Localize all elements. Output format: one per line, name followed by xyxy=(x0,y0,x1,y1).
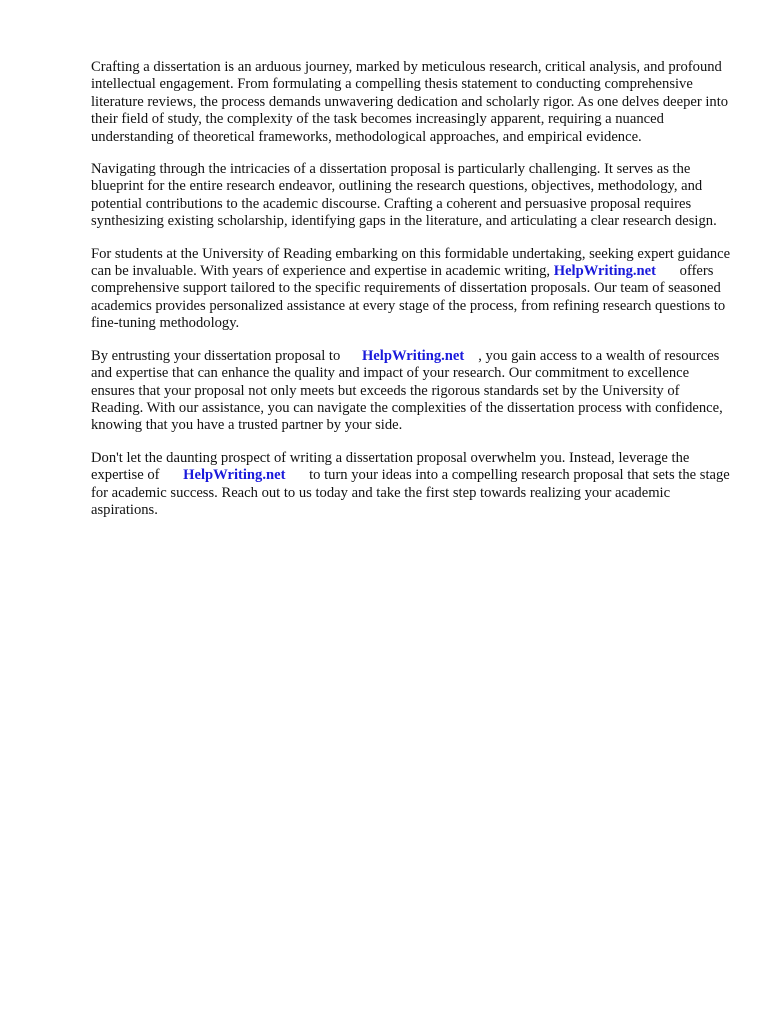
helpwriting-link[interactable]: HelpWriting.net xyxy=(553,263,657,280)
paragraph-text-before-link: For students at the University of Reading embarking on this formidable undertaking, seeking expert guidance can be invaluable. With years of experience and expertise in academic writing, xyxy=(91,245,731,280)
paragraph-text-after-link: , you gain access to a wealth of resources and expertise that can enhance the quality and impact of your research. Our commitment to excellence ensures that your proposal not only meets but exceeds the rigorous standards set by the University of Reading. With our assistance, you can navigate the complexities of the dissertation process with confidence, knowing that you have a trusted partner by your side. xyxy=(91,347,723,434)
paragraph-call-to-action xyxy=(91,450,731,520)
paragraph-proposal: Navigating through the intricacies of a dissertation proposal is particularly challenging. It serves as the blueprint for the entire research endeavor, outlining the research questions, objectives, methodology, and potential contributions to the academic discourse. Crafting a coherent and persuasive proposal requires synthesizing existing scholarship, identifying gaps in the literature, and articulating a clear research design. xyxy=(91,161,717,230)
paragraph-entrusting xyxy=(91,348,731,435)
document-page xyxy=(91,59,731,534)
paragraph-text-after-link: to turn your ideas into a compelling research proposal that sets the stage for academic success. Reach out to us today and take the first step towards realizing your academic aspirations. xyxy=(91,467,730,518)
paragraph-reading-students xyxy=(91,246,731,333)
paragraph-text-before-link: By entrusting your dissertation proposal to xyxy=(91,347,341,364)
paragraph-intro: Crafting a dissertation is an arduous journey, marked by meticulous research, critical analysis, and profound intellectual engagement. From formulating a compelling thesis statement to conducting comprehensive literature reviews, the process demands unwavering dedication and scholarly rigor. As one delves deeper into their field of study, the complexity of the task becomes increasingly apparent, requiring a nuanced understanding of theoretical frameworks, methodological approaches, and empirical evidence. xyxy=(91,59,729,145)
paragraph-text-before-link: Don't let the daunting prospect of writing a dissertation proposal overwhelm you. Instead, leverage the expertise of xyxy=(91,449,690,484)
helpwriting-link[interactable]: HelpWriting.net xyxy=(361,347,465,364)
helpwriting-link[interactable]: HelpWriting.net xyxy=(183,467,286,484)
paragraph-text-after-link: offers comprehensive support tailored to the specific requirements of dissertation proposals. Our team of seasoned academics provides personalized assistance at every stage of the process, from refining research questions to fine-tuning methodology. xyxy=(91,263,726,332)
